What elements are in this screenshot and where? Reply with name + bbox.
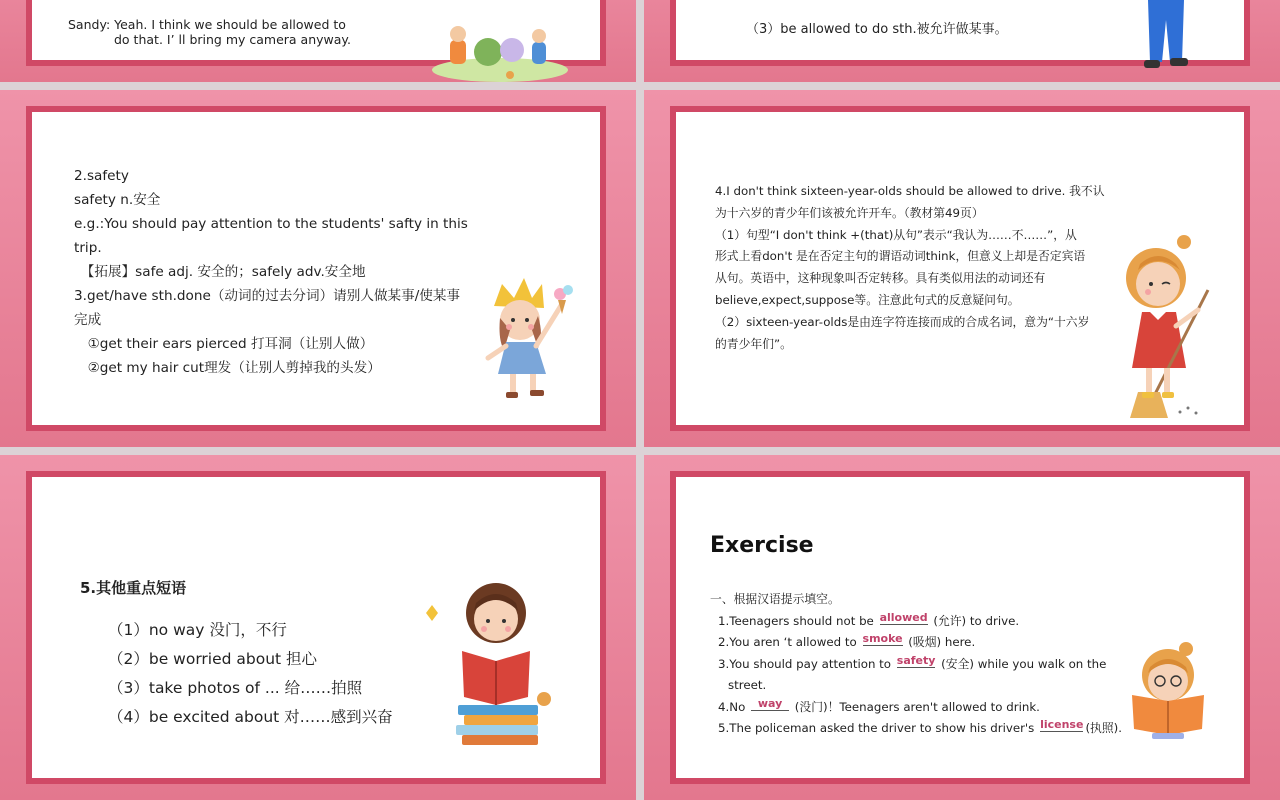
- note-line: （3）be allowed to do sth.被允许做某事。: [746, 22, 1008, 37]
- slide-frame: [670, 471, 1250, 784]
- phrase-item: （3）take photos of ... 给……拍照: [108, 679, 363, 697]
- text-line: 形式上看don't 是在否定主句的谓语动词think，但意义上却是否定宾语: [715, 249, 1086, 264]
- slide-3: [0, 90, 636, 447]
- answer-blank: safety: [896, 653, 936, 667]
- slide-1: [0, 0, 636, 82]
- children-picnic-illustration: [428, 0, 572, 82]
- question-text: 2.You aren ‘t allowed to: [718, 635, 861, 649]
- text-line: 为十六岁的青少年们该被允许开车。（教材第49页）: [715, 205, 984, 220]
- answer-blank: allowed: [879, 610, 928, 624]
- question-1: [710, 611, 1122, 633]
- dialog-line: do that. I’ ll bring my camera anyway.: [114, 32, 351, 47]
- slide-6: [644, 455, 1280, 800]
- question-text: (没门)！Teenagers aren't allowed to drink.: [791, 699, 1040, 714]
- girl-with-book-illustration: [1126, 639, 1210, 739]
- slide-4: [644, 90, 1280, 447]
- phrase-item: （4）be excited about 对……感到兴奋: [108, 708, 393, 726]
- kid-legs-illustration: [1126, 0, 1206, 80]
- exercise-body: [710, 589, 1122, 740]
- slide-2: [644, 0, 1280, 82]
- question-text: 1.Teenagers should not be: [718, 613, 878, 628]
- answer-blank: way: [751, 697, 789, 711]
- question-text: (执照).: [1085, 721, 1123, 735]
- text-line: 从句。英语中，这种现象叫否定转移。具有类似用法的动词还有: [715, 271, 1046, 286]
- question-3-continuation: street.: [728, 678, 767, 692]
- text-line: （1）句型“I don't think +(that)从句”表示“我认为……不……”，从: [715, 227, 1077, 242]
- text-line: 完成: [74, 312, 102, 328]
- phrase-list: [108, 616, 393, 732]
- text-line: believe,expect,suppose等。注意此句式的反意疑问句。: [715, 292, 1020, 307]
- text-line: 【拓展】safe adj. 安全的；safely adv.安全地: [74, 264, 366, 280]
- answer-blank: smoke: [862, 632, 903, 645]
- girl-sweeping-illustration: [1116, 230, 1226, 420]
- girl-with-icecream-illustration: [480, 270, 590, 404]
- answer-blank: license: [1040, 718, 1084, 731]
- text-line: trip.: [74, 240, 102, 256]
- question-text: 5.The policeman asked the driver to show his driver's: [718, 721, 1039, 735]
- slide-frame: [670, 0, 1250, 66]
- text-line: 4.I don't think sixteen-year-olds should be allowed to drive. 我不认: [715, 184, 1105, 198]
- question-3: [710, 654, 1122, 676]
- slide-frame: [26, 0, 606, 66]
- exercise-title: Exercise: [710, 533, 814, 558]
- section-heading: 5.其他重点短语: [80, 579, 187, 597]
- phrase-item: （1）no way 没门，不行: [108, 621, 287, 639]
- text-line: safety n.安全: [74, 192, 161, 208]
- text-line: ②get my hair cut理发（让别人剪掉我的头发）: [74, 360, 381, 376]
- text-line: ①get their ears pierced 打耳洞（让别人做）: [74, 336, 374, 352]
- slide-body-text: [74, 164, 468, 380]
- dialog-line: Sandy: Yeah. I think we should be allowed to: [68, 17, 346, 32]
- slide-frame: [26, 106, 606, 431]
- phrase-item: （2）be worried about 担心: [108, 650, 318, 668]
- question-text: 3.You should pay attention to: [718, 656, 895, 671]
- text-line: 的青少年们”。: [715, 336, 792, 351]
- slide-5: [0, 455, 636, 800]
- question-text: (允许) to drive.: [929, 613, 1020, 628]
- text-line: （2）sixteen-year-olds是由连字符连接而成的合成名词，意为“十六岁: [715, 314, 1090, 329]
- question-2: [710, 632, 1122, 654]
- text-line: e.g.:You should pay attention to the students' safty in this: [74, 216, 468, 232]
- girl-reading-on-books-illustration: [418, 573, 562, 755]
- question-4: [710, 697, 1122, 719]
- question-text: (安全) while you walk on the: [937, 656, 1107, 671]
- question-5: [710, 718, 1122, 740]
- text-line: 2.safety: [74, 168, 129, 184]
- exercise-instruction: 一、根据汉语提示填空。: [710, 592, 840, 606]
- text-line: 3.get/have sth.done（动词的过去分词）请别人做某事/使某事: [74, 288, 461, 304]
- question-text: (吸烟) here.: [904, 635, 976, 649]
- slide-body-text: [715, 181, 1105, 355]
- slide-frame: [26, 471, 606, 784]
- slide-frame: [670, 106, 1250, 431]
- question-text: 4.No: [718, 699, 750, 714]
